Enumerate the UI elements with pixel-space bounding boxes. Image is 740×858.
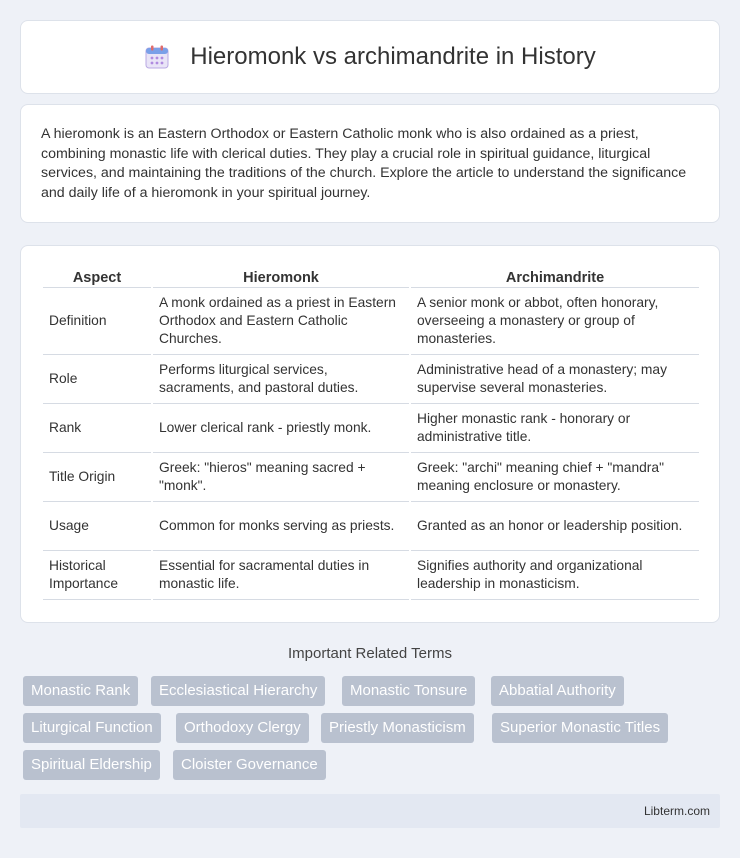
tag-superior-monastic-titles[interactable]: Superior Monastic Titles — [492, 713, 668, 743]
table-row — [43, 551, 699, 600]
cell-archimandrite: Greek: "archi" meaning chief + "mandra" meaning enclosure or monastery. — [411, 453, 699, 502]
page-title: Hieromonk vs archimandrite in History — [190, 43, 596, 70]
tag-abbatial-authority[interactable]: Abbatial Authority — [491, 676, 624, 706]
tag-priestly-monasticism[interactable]: Priestly Monasticism — [321, 713, 474, 743]
cell-aspect: Historical Importance — [43, 551, 151, 600]
header-aspect: Aspect — [43, 268, 151, 288]
tag-spiritual-eldership[interactable]: Spiritual Eldership — [23, 750, 160, 780]
comparison-table-card — [20, 245, 720, 623]
table-row — [43, 355, 699, 404]
cell-hieromonk: A monk ordained as a priest in Eastern Orthodox and Eastern Catholic Churches. — [153, 288, 409, 355]
intro-text: A hieromonk is an Eastern Orthodox or Eastern Catholic monk who is also ordained as a priest, combining monastic life with clerical duties. They play a crucial role in spiritual guidance, liturgical services, and maintaining the traditions of the church. Explore the article to understand the significance and daily life of a hieromonk in your spiritual journey. — [41, 126, 687, 201]
comparison-table — [41, 268, 701, 600]
cell-hieromonk: Lower clerical rank - priestly monk. — [153, 404, 409, 453]
cell-hieromonk: Common for monks serving as priests. — [153, 502, 409, 551]
cell-archimandrite: Signifies authority and organizational leadership in monasticism. — [411, 551, 699, 600]
tag-liturgical-function[interactable]: Liturgical Function — [23, 713, 161, 743]
tag-monastic-tonsure[interactable]: Monastic Tonsure — [342, 676, 475, 706]
cell-archimandrite: A senior monk or abbot, often honorary, overseeing a monastery or group of monasteries. — [411, 288, 699, 355]
cell-aspect: Role — [43, 355, 151, 404]
header-hieromonk: Hieromonk — [153, 268, 409, 288]
cell-hieromonk: Essential for sacramental duties in monastic life. — [153, 551, 409, 600]
related-terms-title: Important Related Terms — [288, 645, 452, 662]
table-row — [43, 453, 699, 502]
cell-aspect: Usage — [43, 502, 151, 551]
table-header-row — [43, 268, 699, 288]
cell-archimandrite: Granted as an honor or leadership position. — [411, 502, 699, 551]
cell-archimandrite: Higher monastic rank - honorary or administrative title. — [411, 404, 699, 453]
header-archimandrite: Archimandrite — [411, 268, 699, 288]
cell-aspect: Definition — [43, 288, 151, 355]
tag-monastic-rank[interactable]: Monastic Rank — [23, 676, 138, 706]
cell-archimandrite: Administrative head of a monastery; may supervise several monasteries. — [411, 355, 699, 404]
table-row — [43, 502, 699, 551]
footer — [20, 794, 720, 828]
table-row — [43, 404, 699, 453]
table-row — [43, 288, 699, 355]
footer-site-link[interactable]: Libterm.com — [643, 804, 710, 818]
cell-hieromonk: Greek: "hieros" meaning sacred + "monk". — [153, 453, 409, 502]
intro-card — [20, 104, 720, 223]
tag-orthodoxy-clergy[interactable]: Orthodoxy Clergy — [176, 713, 309, 743]
calendar-icon — [144, 44, 170, 70]
header-card — [20, 20, 720, 94]
cell-hieromonk: Performs liturgical services, sacraments, and pastoral duties. — [153, 355, 409, 404]
tag-ecclesiastical-hierarchy[interactable]: Ecclesiastical Hierarchy — [151, 676, 325, 706]
cell-aspect: Rank — [43, 404, 151, 453]
tag-cloister-governance[interactable]: Cloister Governance — [173, 750, 326, 780]
cell-aspect: Title Origin — [43, 453, 151, 502]
